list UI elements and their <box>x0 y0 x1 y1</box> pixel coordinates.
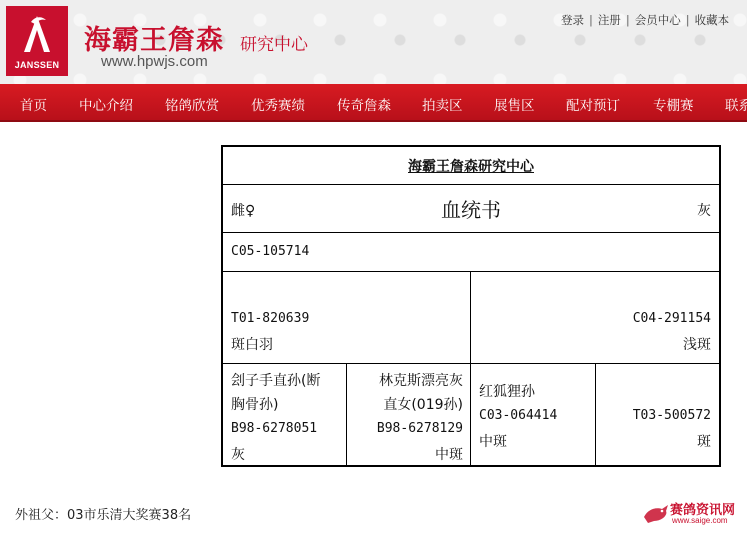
bird-ring-number: C05-105714 <box>231 244 310 259</box>
granddam-color: 中斑 <box>435 447 463 463</box>
sire-ring-number: T01-820639 <box>231 311 310 326</box>
pedigree-table <box>221 145 721 467</box>
sire-color: 斑白羽 <box>231 337 273 353</box>
bookmark-link[interactable]: 收藏本 <box>694 13 730 27</box>
main-nav <box>0 84 752 122</box>
login-link[interactable]: 登录 <box>561 13 584 27</box>
watermark <box>642 497 746 529</box>
pigeon-icon <box>642 501 670 525</box>
bird-color: 灰 <box>697 203 711 219</box>
sex-label: 雌♀ <box>231 203 256 219</box>
pedigree-header: 海霸王詹森研究中心 <box>408 159 534 175</box>
watermark-url: www.saige.com <box>672 516 728 525</box>
grandsire-color: 灰 <box>231 447 245 463</box>
janssen-a-logo-icon <box>20 14 54 54</box>
site-title: 海霸王詹森 <box>84 25 224 56</box>
logo[interactable] <box>6 6 68 76</box>
divider <box>595 363 596 465</box>
grandsire-note: 外祖父：03市乐清大奖赛38名 <box>15 508 192 523</box>
nav-item-contact[interactable]: 联系 <box>725 98 752 114</box>
nav-item-pairing[interactable]: 配对预订 <box>566 98 620 114</box>
site-header <box>0 0 747 84</box>
nav-item-pigeons[interactable]: 铭鸽欣赏 <box>165 98 219 114</box>
top-links <box>561 12 729 28</box>
register-link[interactable]: 注册 <box>597 13 621 27</box>
logo-text: JANSSEN <box>14 60 60 70</box>
nav-item-legend[interactable]: 传奇詹森 <box>337 98 391 114</box>
divider <box>223 184 719 185</box>
maternal-granddam-color: 斑 <box>697 434 711 450</box>
granddam-name: 林克斯漂亮灰 <box>379 373 463 389</box>
document-title: 血统书 <box>441 198 501 222</box>
separator: | <box>685 13 690 27</box>
maternal-grandsire-color: 中斑 <box>479 434 507 450</box>
divider <box>223 363 719 364</box>
site-url[interactable]: www.hpwjs.com <box>101 53 208 70</box>
nav-item-results[interactable]: 优秀赛绩 <box>251 98 305 114</box>
nav-item-home[interactable]: 首页 <box>20 98 47 114</box>
grandsire-ring-number: B98-6278051 <box>231 421 318 436</box>
dam-ring-number: C04-291154 <box>632 311 711 326</box>
divider <box>223 232 719 233</box>
divider <box>470 271 471 465</box>
divider <box>346 363 347 465</box>
grandsire-name-line2: 胸骨孙) <box>231 397 279 413</box>
watermark-name: 赛鸽资讯网 <box>670 503 736 518</box>
separator: | <box>625 13 630 27</box>
member-center-link[interactable]: 会员中心 <box>634 13 681 27</box>
nav-item-auction[interactable]: 拍卖区 <box>422 98 463 114</box>
separator: | <box>589 13 593 27</box>
maternal-granddam-ring-number: T03-500572 <box>632 408 711 423</box>
maternal-grandsire-ring-number: C03-064414 <box>479 408 558 423</box>
site-subtitle: 研究中心 <box>240 35 308 55</box>
divider <box>223 271 719 272</box>
grandsire-name: 刽子手直孙(断 <box>231 373 321 389</box>
nav-item-sale[interactable]: 展售区 <box>494 98 535 114</box>
maternal-grandsire-name: 红狐狸孙 <box>479 384 535 400</box>
nav-item-loft-race[interactable]: 专棚赛 <box>653 98 694 114</box>
nav-item-about[interactable]: 中心介绍 <box>79 98 133 114</box>
granddam-ring-number: B98-6278129 <box>376 421 463 436</box>
granddam-name-line2: 直女(019孙) <box>383 397 463 413</box>
dam-color: 浅斑 <box>683 337 711 353</box>
